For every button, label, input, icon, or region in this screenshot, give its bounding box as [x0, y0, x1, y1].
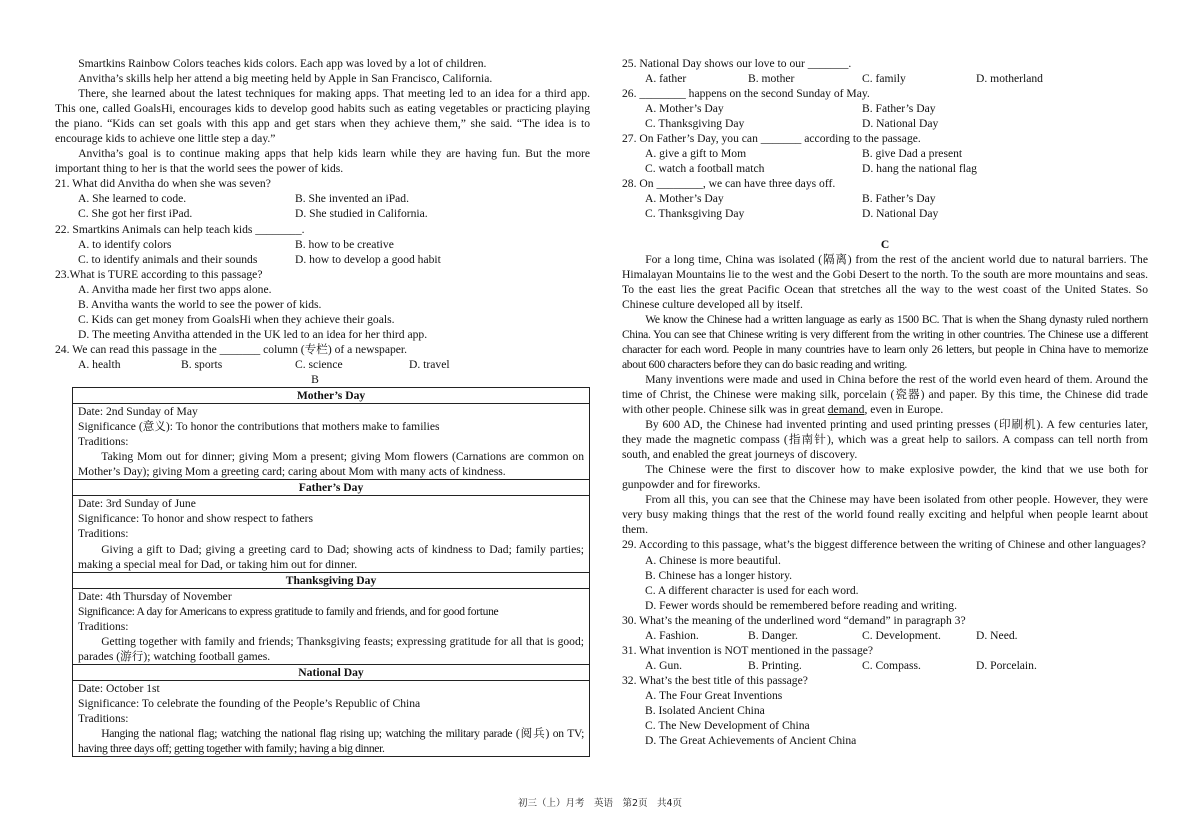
- option-a: A. Mother’s Day: [645, 192, 724, 206]
- passage-paragraph: Smartkins Rainbow Colors teaches kids colors. Each app was loved by a lot of children.: [78, 57, 487, 70]
- holiday-details: [73, 404, 590, 480]
- option-b: B. Isolated Ancient China: [645, 703, 765, 717]
- option-c: C. science: [295, 357, 343, 371]
- option-list: [622, 71, 1148, 86]
- option-b: B. Father’s Day: [862, 102, 936, 116]
- section-b-label: B: [311, 372, 319, 386]
- holiday-traditions: Getting together with family and friends; Thanksgiving feasts; expressing gratitude for all that is good; parades (游行); watching football games.: [78, 634, 584, 663]
- option-b: B. Chinese has a longer history.: [645, 568, 793, 582]
- option-b: B. Printing.: [748, 658, 802, 672]
- option-d: D. The Great Achievements of Ancient China: [645, 734, 857, 748]
- option-a: A. The Four Great Inventions: [645, 688, 783, 702]
- question-22: [55, 222, 590, 267]
- question-stem: 25. National Day shows our love to our _______.: [622, 57, 852, 70]
- section-c-label: C: [880, 237, 890, 251]
- option-c: C. Development.: [862, 628, 941, 642]
- option-a: A. father: [645, 72, 687, 86]
- question-stem: 22. Smartkins Animals can help teach kids ________.: [55, 222, 305, 236]
- table-row: [73, 680, 590, 756]
- passage-paragraph: The Chinese were the first to discover how to make explosive powder, the kind that we use both for gunpowder and for fireworks.: [622, 463, 1148, 492]
- question-stem: 24. We can read this passage in the _______ column (专栏) of a newspaper.: [55, 342, 408, 356]
- option-a: A. health: [78, 357, 121, 371]
- holiday-significance: Significance: To celebrate the founding of the People’s Republic of China: [78, 696, 421, 710]
- option-d: D. motherland: [976, 72, 1043, 86]
- table-row: [73, 480, 590, 496]
- table-row: [73, 588, 590, 664]
- question-24: [55, 342, 590, 372]
- question-30: [622, 613, 1148, 643]
- option-c: C. Thanksgiving Day: [645, 117, 745, 131]
- holiday-table: [72, 387, 590, 757]
- passage-paragraph: From all this, you can see that the Chinese may have been isolated from other people. However, they were very busy making things that the rest of the world found really exciting and helpful when people learnt about them.: [622, 493, 1148, 537]
- passage-paragraph: There, she learned about the latest techniques for making apps. That meeting led to an idea for a third app. This one, called GoalsHi, encourages kids to develop good habits such as eating vegetables or practicing playing the piano. “Kids can set goals with this app and get stars when they achieve them,” she said. “The idea is to encourage kids to achieve one little step a day.”: [55, 87, 590, 146]
- option-b: B. give Dad a present: [862, 147, 963, 161]
- option-c: C. She got her first iPad.: [78, 207, 193, 221]
- option-list: [622, 553, 1148, 613]
- question-21: [55, 176, 590, 221]
- option-list: [622, 146, 1148, 176]
- table-row: [73, 388, 590, 404]
- paragraph-text: Many inventions were made and used in China before the rest of the world even heard of them. Around the time of Christ, the Chinese were making silk, porcelain (瓷器) and paper. By this time, the Chinese did trade with other people. Chinese silk was in great: [622, 372, 1148, 417]
- option-d: D. Need.: [976, 628, 1018, 642]
- option-c: C. The New Development of China: [645, 719, 810, 733]
- traditions-label: Traditions:: [78, 712, 129, 726]
- holiday-significance: Significance (意义): To honor the contributions that mothers make to families: [78, 420, 440, 434]
- option-d: D. National Day: [862, 117, 939, 131]
- option-a: A. Anvitha made her first two apps alone.: [78, 282, 272, 296]
- option-d: D. hang the national flag: [862, 162, 977, 176]
- holiday-significance: Significance: To honor and show respect to fathers: [78, 512, 313, 526]
- traditions-label: Traditions:: [78, 619, 129, 633]
- holiday-title: Father’s Day: [73, 480, 590, 496]
- question-28: [622, 176, 1148, 221]
- holiday-title: Thanksgiving Day: [73, 572, 590, 588]
- passage-paragraph: Anvitha’s goal is to continue making apps that help kids learn while they are having fun. But the more important thing to her is that the world sees the power of kids.: [55, 147, 590, 176]
- question-31: [622, 643, 1148, 673]
- option-d: D. National Day: [862, 207, 939, 221]
- option-a: A. to identify colors: [78, 237, 172, 251]
- option-d: D. The meeting Anvitha attended in the UK led to an idea for her third app.: [78, 327, 428, 341]
- passage-paragraph: Anvitha’s skills help her attend a big meeting held by Apple in San Francisco, California.: [78, 72, 493, 86]
- question-29: [622, 537, 1148, 612]
- holiday-traditions: Hanging the national flag; watching the national flag rising up; watching the military parade (阅兵) on TV; having three days off; getting together with family; having a big dinner.: [78, 727, 584, 756]
- option-a: A. Mother’s Day: [645, 102, 724, 116]
- option-c: C. family: [862, 72, 906, 86]
- holiday-significance: Significance: A day for Americans to express gratitude to family and friends, and for good fortune: [78, 604, 499, 618]
- option-b: B. Father’s Day: [862, 192, 936, 206]
- option-list: [622, 628, 1148, 643]
- question-stem: 31. What invention is NOT mentioned in the passage?: [622, 643, 874, 657]
- question-stem: 26. ________ happens on the second Sunday of May.: [622, 87, 870, 101]
- question-23: [55, 267, 590, 342]
- option-b: B. mother: [748, 72, 795, 86]
- question-stem: 29. According to this passage, what’s the biggest difference between the writing of Chinese and other languages?: [622, 538, 1146, 552]
- option-a: A. Gun.: [645, 658, 683, 672]
- option-list: [622, 101, 1148, 131]
- option-list: [55, 191, 590, 221]
- holiday-date: Date: 4th Thursday of November: [78, 589, 232, 603]
- option-b: B. sports: [181, 357, 223, 371]
- holiday-date: Date: 2nd Sunday of May: [78, 405, 198, 419]
- table-row: [73, 664, 590, 680]
- right-column: [622, 56, 1148, 748]
- option-b: B. Danger.: [748, 628, 798, 642]
- question-32: [622, 673, 1148, 748]
- holiday-traditions: Taking Mom out for dinner; giving Mom a present; giving Mom flowers (Carnations are common on Mother’s Day); giving Mom a greeting card; caring about Mom with many acts of kindness.: [78, 450, 584, 479]
- question-stem: 21. What did Anvitha do when she was seven?: [55, 177, 271, 191]
- holiday-traditions: Giving a gift to Dad; giving a greeting card to Dad; showing acts of kindness to Dad; family parties; making a special meal for Dad, or taking him out for dinner.: [78, 542, 584, 571]
- question-25: [622, 56, 1148, 86]
- option-list: [622, 688, 1148, 748]
- question-stem: 28. On ________, we can have three days off.: [622, 177, 836, 191]
- option-list: [622, 658, 1148, 673]
- question-stem: 30. What’s the meaning of the underlined word “demand” in paragraph 3?: [622, 613, 966, 627]
- option-b: B. She invented an iPad.: [295, 192, 409, 206]
- holiday-title: National Day: [73, 664, 590, 680]
- option-c: C. to identify animals and their sounds: [78, 252, 258, 266]
- passage-paragraph: We know the Chinese had a written language as early as 1500 BC. That is when the Shang dynasty ruled northern China. You can see that Chinese writing is very different from the writing in other countries. The Chinese use a different character for each word. People in many countries have to learn only 26 letters, but people in China have to memorize about 600 characters before they can do basic reading and writing.: [622, 312, 1148, 371]
- option-list: [55, 357, 590, 372]
- option-c: C. A different character is used for each word.: [645, 583, 859, 597]
- option-c: C. watch a football match: [645, 162, 765, 176]
- holiday-date: Date: October 1st: [78, 681, 160, 695]
- table-row: [73, 572, 590, 588]
- page-footer: 初三（上）月考 英语 第2页 共4页: [517, 798, 683, 809]
- paragraph-text: , even in Europe.: [864, 403, 944, 417]
- option-d: D. travel: [409, 357, 450, 371]
- option-a: A. She learned to code.: [78, 192, 187, 206]
- holiday-details: [73, 496, 590, 572]
- passage-paragraph: [622, 372, 1148, 417]
- holiday-details: [73, 588, 590, 664]
- traditions-label: Traditions:: [78, 435, 129, 449]
- passage-paragraph: For a long time, China was isolated (隔离) from the rest of the ancient world due to natural barriers. The Himalayan Mountains lie to the west and the Gobi Desert to the north. To the south are more mountains and seas. To the east lies the great Pacific Ocean that stretches all the way to the west coast of the United States. So Chinese culture developed all by itself.: [622, 252, 1148, 311]
- question-27: [622, 131, 1148, 176]
- option-a: A. Chinese is more beautiful.: [645, 553, 781, 567]
- question-stem: 23.What is TURE according to this passage?: [55, 267, 263, 281]
- option-list: [622, 191, 1148, 221]
- traditions-label: Traditions:: [78, 527, 129, 541]
- holiday-details: [73, 680, 590, 756]
- underlined-word: demand: [827, 403, 865, 417]
- question-stem: 32. What’s the best title of this passage?: [622, 673, 808, 687]
- option-list: [55, 282, 590, 342]
- option-c: C. Kids can get money from GoalsHi when they achieve their goals.: [78, 312, 395, 326]
- option-a: A. Fashion.: [645, 628, 699, 642]
- question-stem: 27. On Father’s Day, you can _______ according to the passage.: [622, 132, 921, 146]
- table-row: [73, 496, 590, 572]
- passage-paragraph: By 600 AD, the Chinese had invented printing and used printing presses (印刷机). A few centuries later, they made the magnetic compass (指南针), which was a great help to sailors. A compass can tell north from south, and enabled the great journeys of discovery.: [622, 418, 1148, 462]
- holiday-title: Mother’s Day: [73, 388, 590, 404]
- option-d: D. She studied in California.: [295, 207, 428, 221]
- option-list: [55, 237, 590, 267]
- option-d: D. Porcelain.: [976, 658, 1037, 672]
- option-c: C. Compass.: [862, 658, 921, 672]
- option-b: B. how to be creative: [295, 237, 394, 251]
- option-d: D. Fewer words should be remembered before reading and writing.: [645, 598, 957, 612]
- question-26: [622, 86, 1148, 131]
- option-d: D. how to develop a good habit: [295, 252, 441, 266]
- left-column: [55, 56, 590, 757]
- table-row: [73, 404, 590, 480]
- holiday-date: Date: 3rd Sunday of June: [78, 497, 196, 511]
- option-a: A. give a gift to Mom: [645, 147, 747, 161]
- option-b: B. Anvitha wants the world to see the power of kids.: [78, 297, 322, 311]
- option-c: C. Thanksgiving Day: [645, 207, 745, 221]
